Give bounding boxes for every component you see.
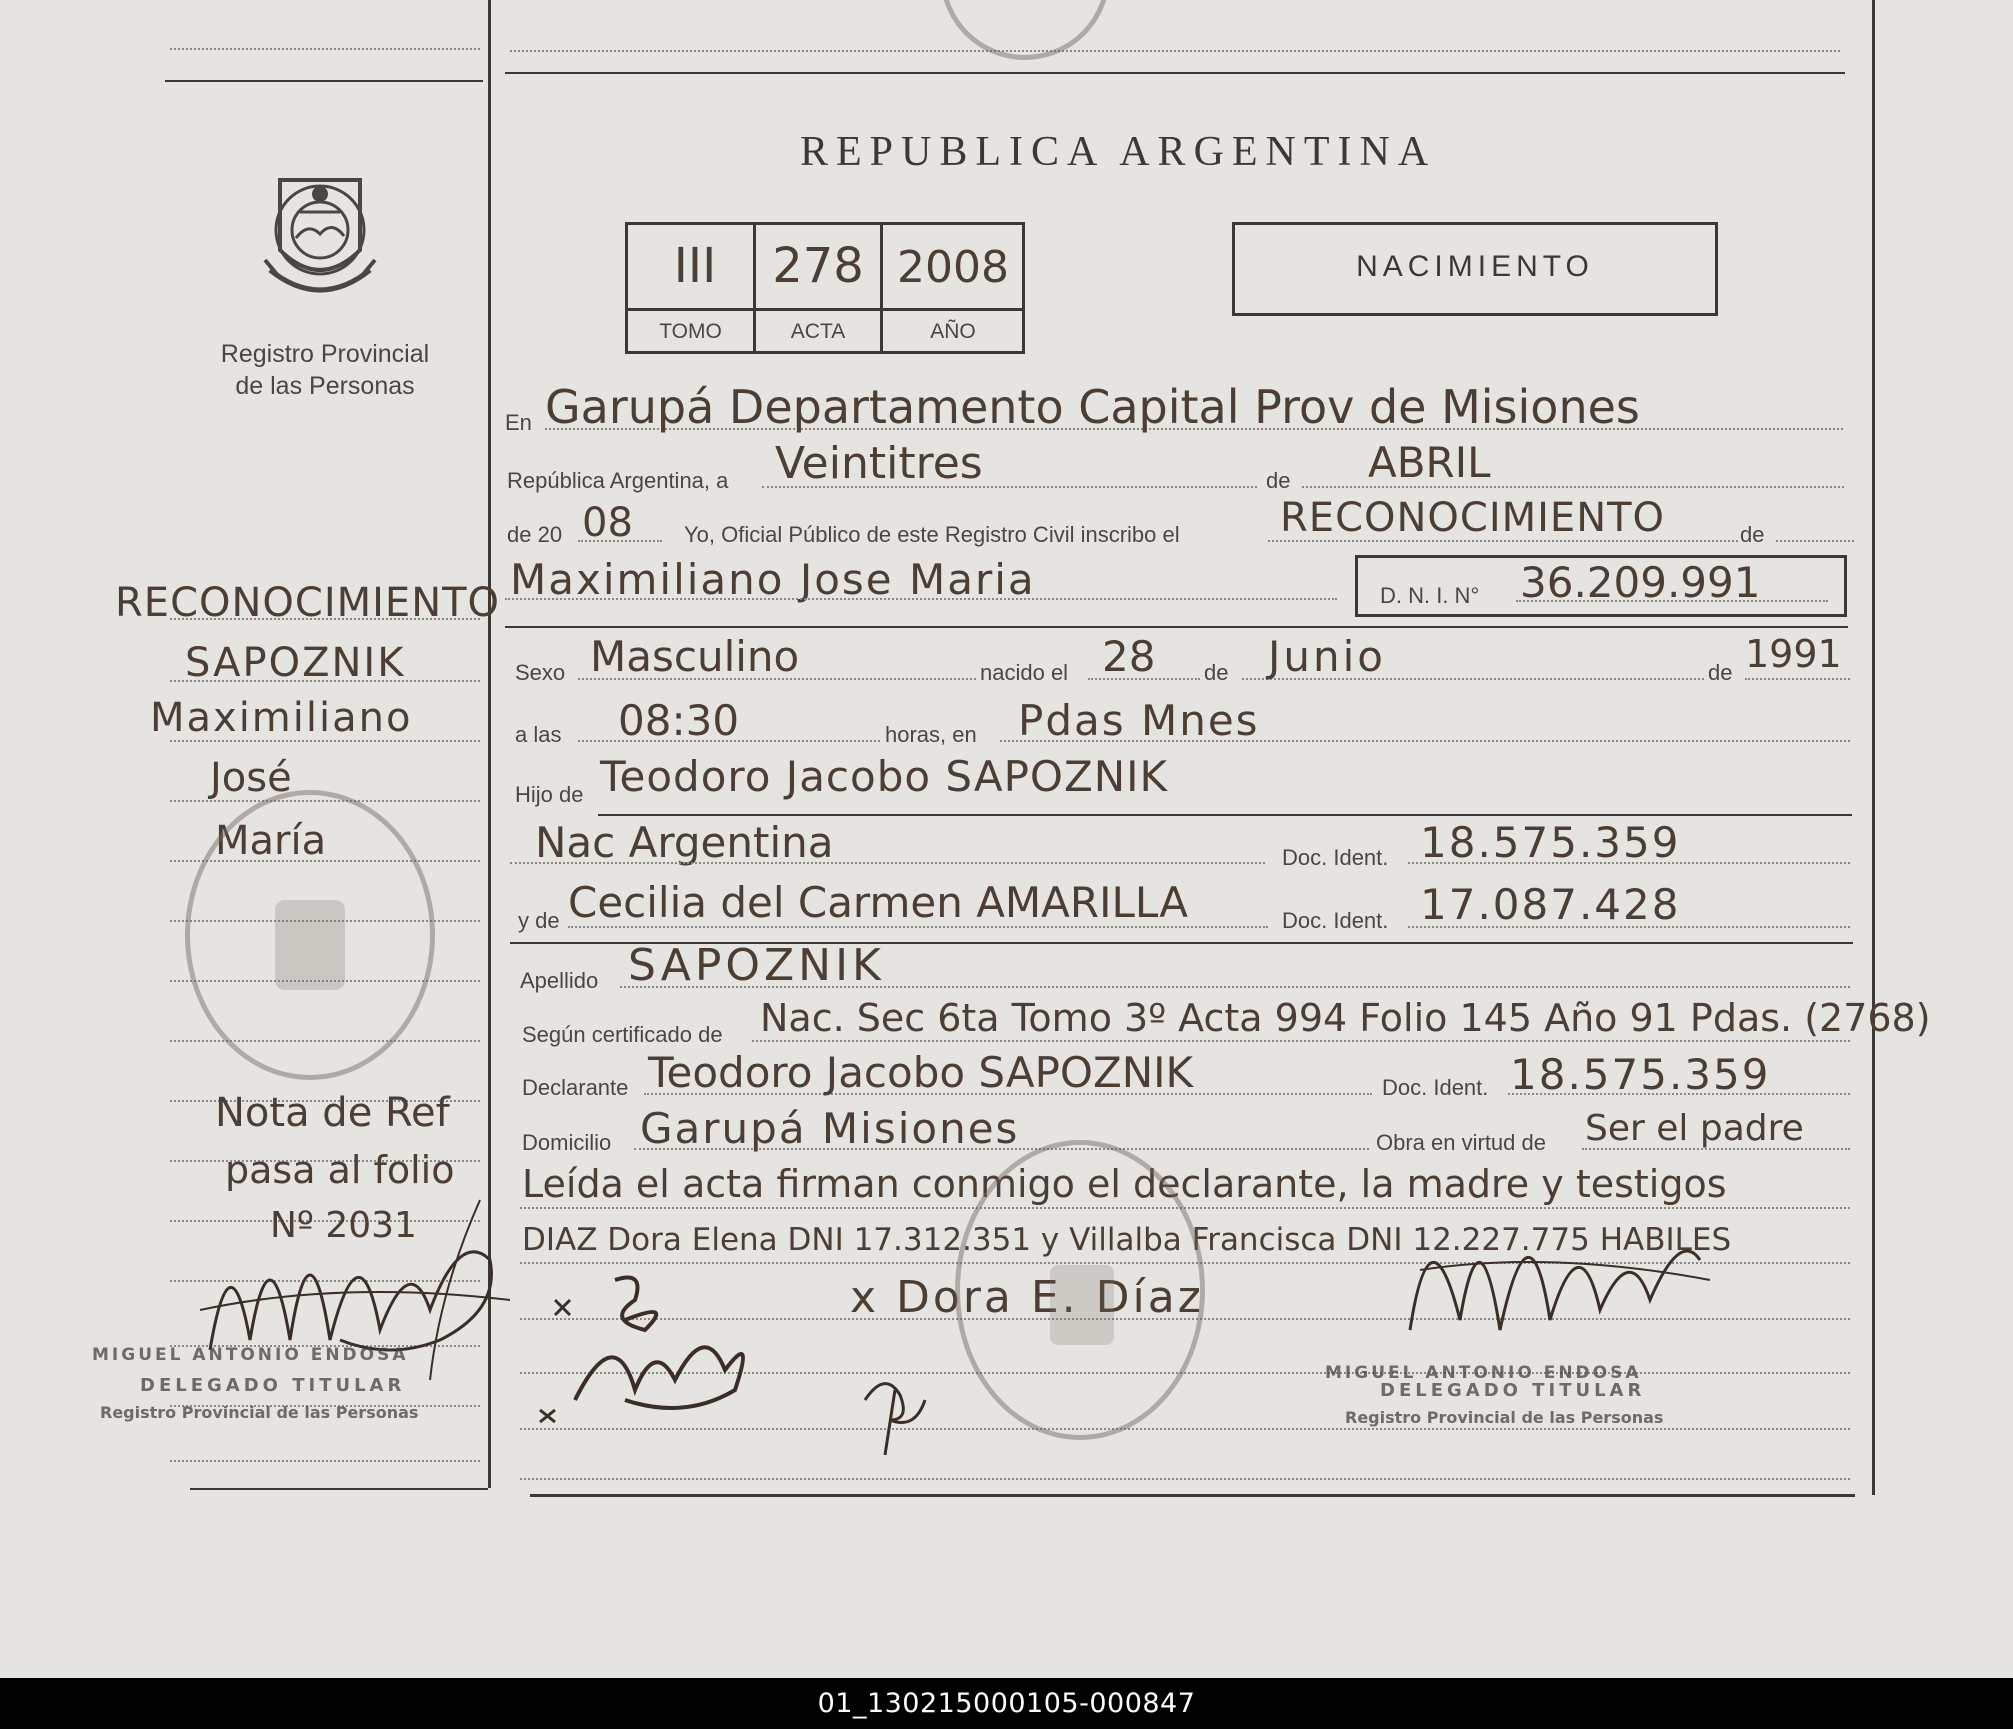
bottom-rule	[530, 1494, 1855, 1497]
field-declarante-doc: 18.575.359	[1510, 1050, 1771, 1099]
delegate-stamp-title-right: DELEGADO TITULAR	[1380, 1380, 1646, 1401]
image-id-text: 01_130215000105-000847	[817, 1688, 1196, 1719]
label-apellido: Apellido	[520, 968, 599, 993]
label-de-mes: de	[1266, 468, 1291, 493]
label-republica: República Argentina, a	[507, 468, 729, 493]
delegate-stamp-name-left: MIGUEL ANTONIO ENDOSA	[92, 1345, 409, 1365]
label-hijo-de: Hijo de	[515, 782, 584, 807]
margin-note-name2: José	[210, 755, 292, 801]
field-apellido: SAPOZNIK	[628, 940, 885, 991]
field-dia-nac: 28	[1102, 632, 1156, 681]
center-seal-emblem	[1050, 1265, 1114, 1345]
label-de20: de 20	[507, 522, 563, 547]
line-de-tail	[1776, 540, 1854, 542]
rule-padre	[598, 814, 1852, 816]
acta-type: NACIMIENTO	[1356, 250, 1594, 283]
field-lugar: Garupá Departamento Capital Prov de Misiones	[545, 380, 1640, 434]
label-en: En	[505, 410, 532, 435]
field-padre-doc: 18.575.359	[1420, 818, 1681, 867]
registry-name-line1: Registro Provincial	[220, 340, 430, 368]
label-dni: D. N. I. N°	[1380, 583, 1480, 608]
margin-seal-emblem	[275, 900, 345, 990]
field-padre-nac: Nac Argentina	[535, 818, 834, 867]
tomo-value: III	[673, 238, 717, 294]
label-doc-padre: Doc. Ident.	[1282, 845, 1389, 870]
delegate-stamp-registry-left: Registro Provincial de las Personas	[100, 1403, 419, 1422]
delegate-stamp-title-left: DELEGADO TITULAR	[140, 1375, 406, 1396]
label-sexo: Sexo	[515, 660, 566, 685]
delegate-stamp-name-right: MIGUEL ANTONIO ENDOSA	[1325, 1363, 1642, 1383]
label-de-anio-nac: de	[1708, 660, 1733, 685]
table-row-divider	[625, 308, 1025, 311]
field-tipo-inscripcion: RECONOCIMIENTO	[1280, 495, 1666, 541]
margin-note-name3: María	[215, 818, 327, 864]
margin-bottom-rule	[190, 1488, 488, 1490]
field-anio-suffix: 08	[582, 500, 633, 546]
field-mes: ABRIL	[1368, 438, 1491, 487]
field-hora: 08:30	[618, 696, 740, 745]
label-domicilio: Domicilio	[522, 1130, 612, 1155]
field-madre: Cecilia del Carmen AMARILLA	[568, 878, 1188, 927]
line-padre-nac	[510, 862, 1265, 864]
top-rule-right	[505, 72, 1845, 74]
field-madre-doc: 17.087.428	[1420, 880, 1681, 929]
top-dotted-line-left	[170, 48, 480, 50]
margin-line	[170, 1460, 480, 1462]
anio-value: 2008	[897, 242, 1009, 293]
delegate-stamp-registry-right: Registro Provincial de las Personas	[1345, 1408, 1664, 1427]
label-y-de: y de	[518, 908, 560, 933]
label-horas-en: horas, en	[885, 722, 977, 747]
margin-note-surname: SAPOZNIK	[185, 640, 406, 686]
label-doc-declarante: Doc. Ident.	[1382, 1075, 1489, 1100]
field-texto-1: Leída el acta firman conmigo el declarante, la madre y testigos	[522, 1162, 1727, 1206]
acta-value: 278	[772, 238, 864, 294]
field-dia-texto: Veintitres	[775, 438, 983, 489]
mother-signature	[855, 1360, 945, 1460]
declarant-signature	[535, 1260, 775, 1430]
label-declarante: Declarante	[522, 1075, 629, 1100]
field-certificado: Nac. Sec 6ta Tomo 3º Acta 994 Folio 145 Año 91 Pdas. (2768)	[760, 996, 1931, 1040]
field-texto-2: DIAZ Dora Elena DNI 17.312.351 y Villalba Francisca DNI 12.227.775 HABILES	[522, 1222, 1732, 1258]
label-doc-madre: Doc. Ident.	[1282, 908, 1389, 933]
signature-line	[520, 1478, 1850, 1480]
field-domicilio: Garupá Misiones	[640, 1104, 1020, 1153]
line-nombre	[505, 598, 1337, 600]
field-mes-nac: Junio	[1268, 632, 1386, 681]
label-de-nombre: de	[1740, 522, 1765, 547]
witness-signature: x Dora E. Díaz	[850, 1272, 1204, 1323]
margin-note-title: RECONOCIMIENTO	[115, 580, 501, 626]
field-dni: 36.209.991	[1520, 558, 1761, 607]
field-padre: Teodoro Jacobo SAPOZNIK	[600, 752, 1169, 801]
top-rule-left	[165, 80, 483, 82]
field-sexo: Masculino	[590, 632, 800, 681]
label-a-las: a las	[515, 722, 562, 747]
top-dotted-line-right	[510, 50, 1840, 52]
margin-reference-note: Nota de Ref	[215, 1090, 450, 1136]
field-anio-nac: 1991	[1745, 632, 1842, 676]
delegate-signature-right	[1390, 1180, 1720, 1380]
rule-after-nombre	[505, 626, 1848, 628]
label-nacido: nacido el	[980, 660, 1069, 685]
anio-label: AÑO	[930, 320, 976, 343]
acta-label: ACTA	[790, 320, 846, 343]
country-title: REPUBLICA ARGENTINA	[800, 129, 1437, 175]
province-emblem-icon	[250, 160, 390, 310]
image-id-footer	[0, 1678, 2013, 1729]
label-segun: Según certificado de	[522, 1022, 723, 1047]
field-declarante: Teodoro Jacobo SAPOZNIK	[648, 1048, 1194, 1097]
label-oficial: Yo, Oficial Público de este Registro Civil inscribo el	[684, 522, 1180, 547]
field-lugar-nac: Pdas Mnes	[1018, 696, 1260, 745]
right-border	[1872, 0, 1875, 1495]
line-anio-nac	[1745, 678, 1850, 680]
margin-reference-folio: pasa al folio	[225, 1148, 455, 1192]
field-nombre: Maximiliano Jose Maria	[510, 555, 1036, 604]
line-certificado	[752, 1040, 1850, 1042]
label-obra: Obra en virtud de	[1376, 1130, 1546, 1155]
margin-reference-number: Nº 2031	[270, 1205, 417, 1246]
registry-name-line2: de las Personas	[235, 372, 415, 400]
margin-note-name1: Maximiliano	[150, 695, 413, 741]
tomo-label: TOMO	[659, 320, 722, 343]
label-de-mes-nac: de	[1204, 660, 1229, 685]
field-obra: Ser el padre	[1585, 1108, 1804, 1149]
